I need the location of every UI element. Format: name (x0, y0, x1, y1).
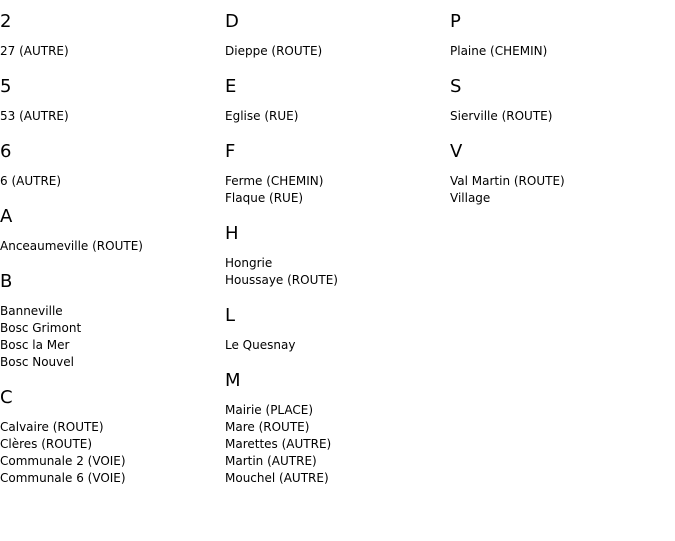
index-column-3 (450, 10, 670, 222)
street-list (0, 238, 220, 255)
street-item[interactable]: Ferme (CHEMIN) (225, 174, 324, 188)
street-item[interactable]: Mare (ROUTE) (225, 420, 310, 434)
street-item[interactable]: Plaine (CHEMIN) (450, 44, 548, 58)
letter-heading: M (225, 370, 241, 391)
letter-heading: H (225, 223, 239, 244)
street-item[interactable]: Martin (AUTRE) (225, 454, 317, 468)
letter-heading: D (225, 11, 239, 32)
street-item[interactable]: Calvaire (ROUTE) (0, 420, 104, 434)
street-list (225, 43, 445, 60)
street-item[interactable]: 6 (AUTRE) (0, 174, 62, 188)
street-item[interactable]: Hongrie (225, 256, 273, 270)
street-item[interactable]: Clères (ROUTE) (0, 437, 93, 451)
street-item[interactable]: Marettes (AUTRE) (225, 437, 332, 451)
letter-heading: A (0, 206, 13, 227)
letter-group (225, 222, 445, 289)
street-item[interactable]: Banneville (0, 304, 63, 318)
street-item[interactable]: Eglise (RUE) (225, 109, 299, 123)
street-item[interactable]: Houssaye (ROUTE) (225, 273, 338, 287)
letter-heading: 6 (0, 141, 12, 162)
street-list (0, 108, 220, 125)
letter-heading: V (450, 141, 463, 162)
letter-group (225, 369, 445, 487)
street-item[interactable]: 27 (AUTRE) (0, 44, 69, 58)
letter-group (0, 386, 220, 487)
street-item[interactable]: Val Martin (ROUTE) (450, 174, 565, 188)
letter-group (0, 205, 220, 255)
street-item[interactable]: Bosc Nouvel (0, 355, 74, 369)
street-list (0, 43, 220, 60)
street-item[interactable]: Bosc la Mer (0, 338, 70, 352)
letter-group (450, 140, 670, 207)
street-list (225, 255, 445, 289)
street-list (225, 173, 445, 207)
street-item[interactable]: Mairie (PLACE) (225, 403, 314, 417)
street-item[interactable]: Anceaumeville (ROUTE) (0, 239, 143, 253)
street-item[interactable]: Bosc Grimont (0, 321, 82, 335)
street-item[interactable]: Sierville (ROUTE) (450, 109, 553, 123)
street-item[interactable]: 53 (AUTRE) (0, 109, 69, 123)
street-list (450, 173, 670, 207)
letter-heading: E (225, 76, 237, 97)
street-list (225, 337, 445, 354)
street-list (225, 108, 445, 125)
street-item[interactable]: Communale 6 (VOIE) (0, 471, 126, 485)
street-list (0, 303, 220, 371)
street-item[interactable]: Village (450, 191, 491, 205)
street-list (450, 43, 670, 60)
street-list (225, 402, 445, 487)
letter-group (0, 140, 220, 190)
letter-heading: F (225, 141, 236, 162)
street-list (0, 173, 220, 190)
letter-group (225, 140, 445, 207)
street-list (0, 419, 220, 487)
street-list (450, 108, 670, 125)
street-item[interactable]: Mouchel (AUTRE) (225, 471, 329, 485)
letter-heading: 2 (0, 11, 12, 32)
letter-group (0, 10, 220, 60)
index-column-1 (0, 10, 220, 502)
letter-heading: B (0, 271, 13, 292)
letter-heading: C (0, 387, 13, 408)
letter-heading: L (225, 305, 236, 326)
letter-heading: S (450, 76, 462, 97)
street-item[interactable]: Le Quesnay (225, 338, 296, 352)
index-column-2 (225, 10, 445, 502)
letter-group (0, 75, 220, 125)
street-item[interactable]: Dieppe (ROUTE) (225, 44, 323, 58)
letter-heading: 5 (0, 76, 12, 97)
letter-group (450, 10, 670, 60)
street-item[interactable]: Flaque (RUE) (225, 191, 304, 205)
letter-group (225, 10, 445, 60)
letter-heading: P (450, 11, 461, 32)
letter-group (225, 304, 445, 354)
street-item[interactable]: Communale 2 (VOIE) (0, 454, 126, 468)
letter-group (225, 75, 445, 125)
letter-group (450, 75, 670, 125)
letter-group (0, 270, 220, 371)
